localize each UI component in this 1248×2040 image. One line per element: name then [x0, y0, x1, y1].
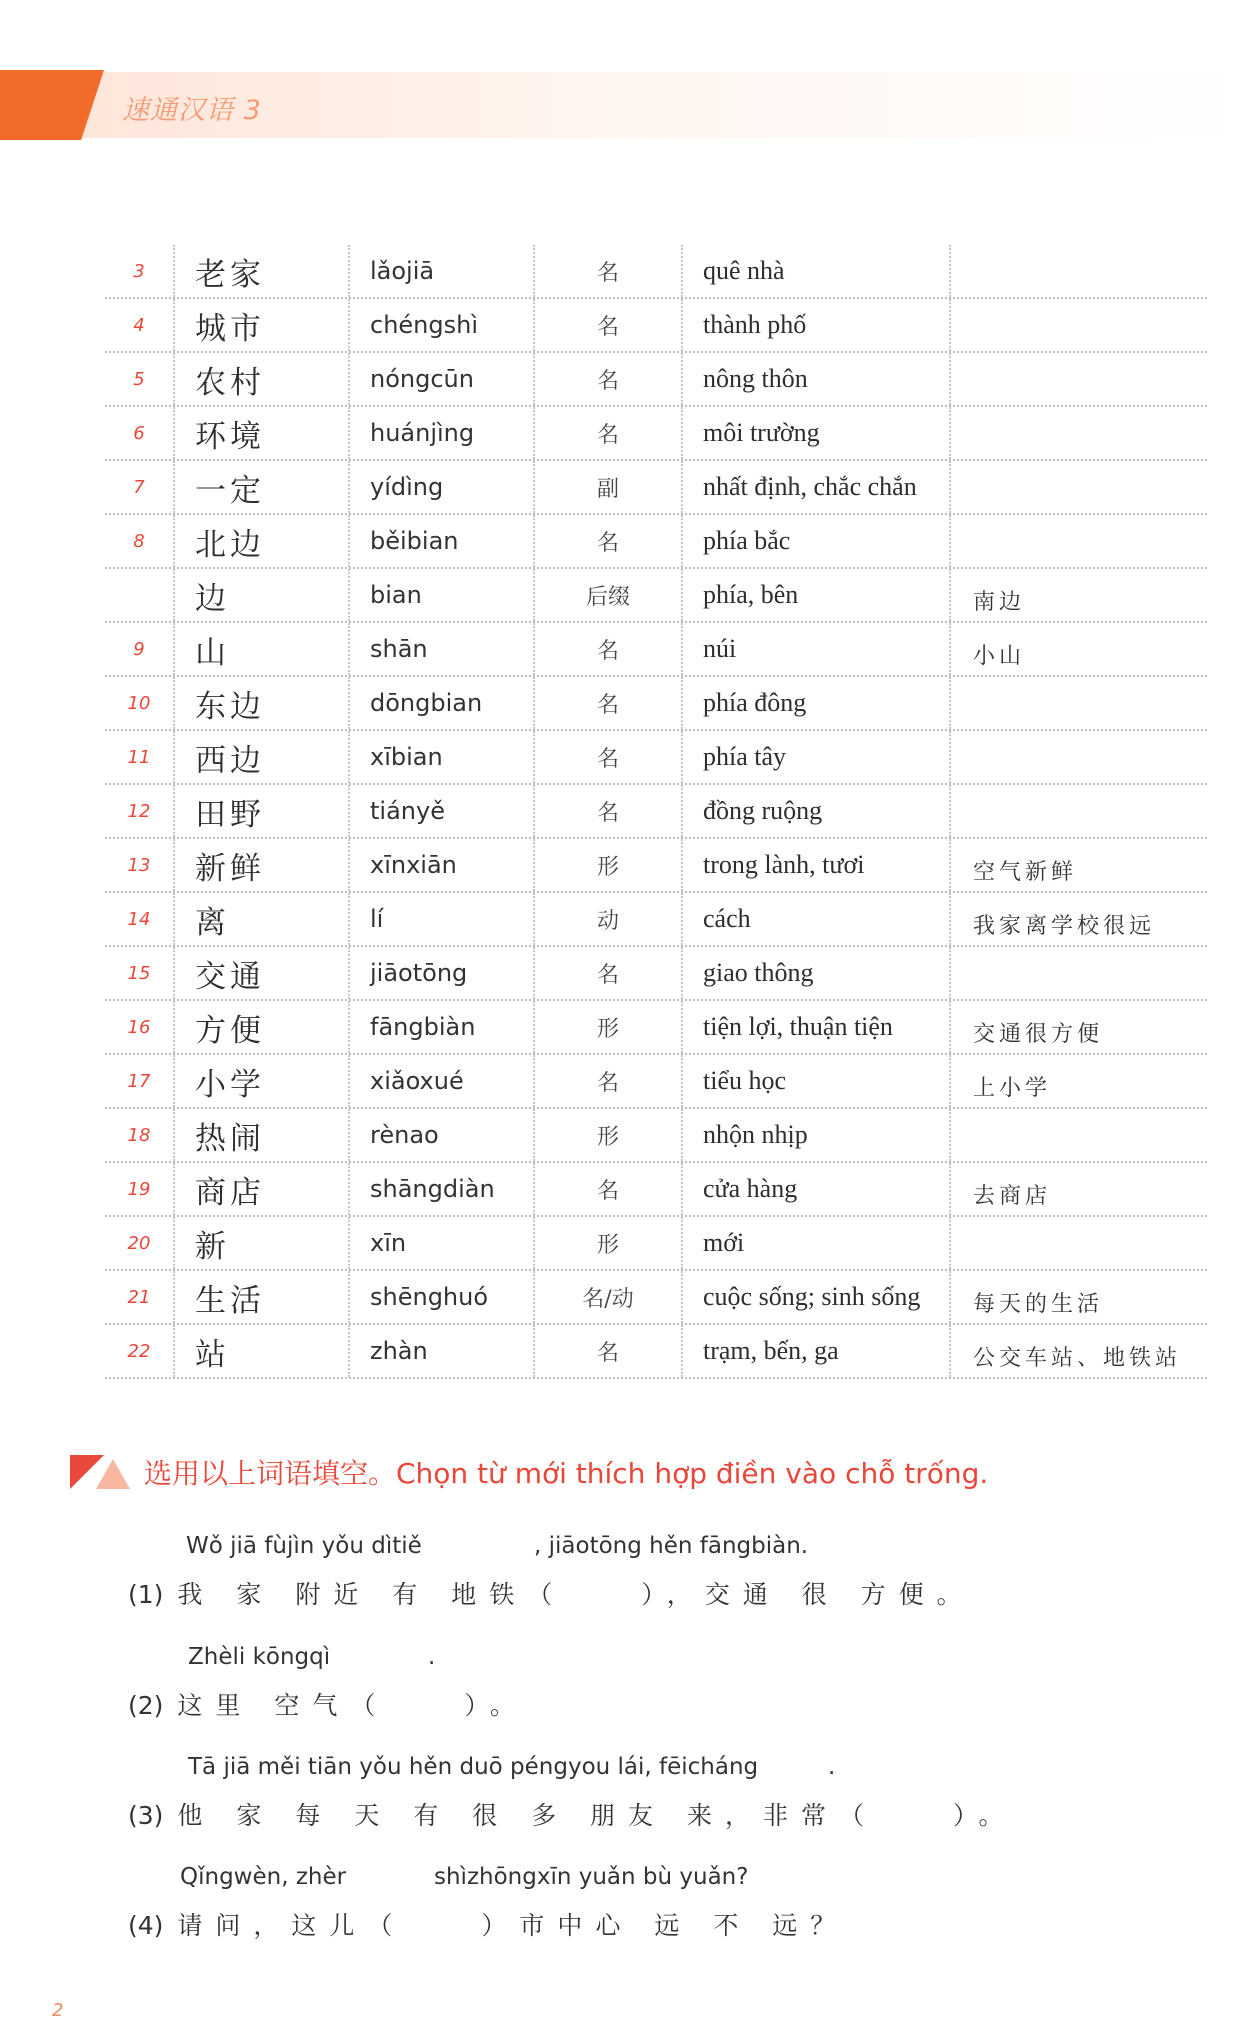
table-row — [105, 785, 1207, 839]
vocab-word: 新鲜 — [173, 839, 348, 891]
vocab-pinyin: shān — [348, 623, 533, 675]
vocab-word: 东边 — [173, 677, 348, 729]
vocab-word: 方便 — [173, 1001, 348, 1053]
vocab-pinyin: xīnxiān — [348, 839, 533, 891]
exercise-item — [128, 1864, 1168, 1964]
exercise-pinyin: Wǒ jiā fùjìn yǒu dìtiě — [186, 1533, 422, 1559]
table-row — [105, 677, 1207, 731]
vocab-meaning: trạm, bến, ga — [681, 1325, 949, 1377]
vocab-meaning: nông thôn — [681, 353, 949, 405]
vocab-number: 12 — [127, 800, 151, 822]
exercise-number: (1) — [128, 1580, 164, 1609]
table-row — [105, 623, 1207, 677]
vocab-example: 每天的生活 — [949, 1271, 1207, 1323]
vocab-word: 农村 — [173, 353, 348, 405]
vocab-number: 6 — [133, 422, 145, 444]
vocab-number: 9 — [133, 638, 145, 660]
vocab-meaning: phía bắc — [681, 515, 949, 567]
vocab-example: 我家离学校很远 — [949, 893, 1207, 945]
vocab-example — [949, 461, 1207, 513]
table-row — [105, 893, 1207, 947]
vocab-pinyin: yídìng — [348, 461, 533, 513]
vocab-meaning: cách — [681, 893, 949, 945]
table-row — [105, 1217, 1207, 1271]
vocab-example: 交通很方便 — [949, 1001, 1207, 1053]
vocab-part-of-speech: 名 — [533, 515, 681, 567]
table-row — [105, 1001, 1207, 1055]
vocab-part-of-speech: 名 — [533, 947, 681, 999]
vocab-number: 14 — [127, 908, 151, 930]
exercise-text: 请问，这儿（ ）市中心 远 不 远？ — [177, 1911, 849, 1940]
vocab-number: 18 — [127, 1124, 151, 1146]
vocab-meaning: cuộc sống; sinh sống — [681, 1271, 949, 1323]
vocab-meaning: phía, bên — [681, 569, 949, 621]
exercise-item — [128, 1533, 1168, 1633]
vocab-word: 新 — [173, 1217, 348, 1269]
vocab-example: 南边 — [949, 569, 1207, 621]
exercise-number: (3) — [128, 1801, 164, 1830]
vocab-meaning: cửa hàng — [681, 1163, 949, 1215]
vocab-number: 16 — [127, 1016, 151, 1038]
table-row — [105, 1271, 1207, 1325]
vocab-word: 小学 — [173, 1055, 348, 1107]
exercise-text: 他 家 每 天 有 很 多 朋友 来，非常（ ）。 — [177, 1801, 1017, 1830]
vocab-part-of-speech: 名 — [533, 731, 681, 783]
vocab-number: 22 — [127, 1340, 151, 1362]
vocab-example: 空气新鲜 — [949, 839, 1207, 891]
table-row — [105, 299, 1207, 353]
table-row — [105, 1325, 1207, 1379]
vocab-part-of-speech: 名 — [533, 623, 681, 675]
vocab-part-of-speech: 副 — [533, 461, 681, 513]
vocab-part-of-speech: 形 — [533, 1217, 681, 1269]
vocab-part-of-speech: 形 — [533, 839, 681, 891]
vocab-word: 商店 — [173, 1163, 348, 1215]
vocab-pinyin: lí — [348, 893, 533, 945]
vocab-pinyin: bian — [348, 569, 533, 621]
vocab-example — [949, 947, 1207, 999]
book-title: 速通汉语 3 — [122, 95, 262, 126]
vocab-word: 热闹 — [173, 1109, 348, 1161]
exercise-sentence — [128, 1686, 528, 1722]
vocab-pinyin: shāngdiàn — [348, 1163, 533, 1215]
vocabulary-table — [105, 245, 1207, 1379]
vocab-part-of-speech: 后缀 — [533, 569, 681, 621]
exercise-marker-icon — [70, 1455, 134, 1489]
exercise-title: 选用以上词语填空。Chọn từ mới thích hợp điền vào chỗ trống. — [144, 1457, 989, 1490]
vocab-meaning: núi — [681, 623, 949, 675]
vocab-example — [949, 353, 1207, 405]
exercise-sentence — [128, 1575, 975, 1611]
vocab-example — [949, 677, 1207, 729]
vocab-number: 5 — [133, 368, 145, 390]
exercise-text: 我 家 附近 有 地铁（ ），交通 很 方便。 — [177, 1580, 975, 1609]
vocab-pinyin: jiāotōng — [348, 947, 533, 999]
vocab-meaning: quê nhà — [681, 245, 949, 297]
vocab-part-of-speech: 名 — [533, 1163, 681, 1215]
vocab-example — [949, 299, 1207, 351]
vocab-pinyin: dōngbian — [348, 677, 533, 729]
vocab-part-of-speech: 名 — [533, 353, 681, 405]
exercise-pinyin: , jiāotōng hěn fāngbiàn. — [534, 1533, 809, 1559]
vocab-meaning: giao thông — [681, 947, 949, 999]
vocab-part-of-speech: 形 — [533, 1001, 681, 1053]
vocab-meaning: nhộn nhịp — [681, 1109, 949, 1161]
table-row — [105, 461, 1207, 515]
exercise-heading — [70, 1452, 988, 1492]
vocab-pinyin: rènao — [348, 1109, 533, 1161]
vocab-part-of-speech: 动 — [533, 893, 681, 945]
vocab-example: 小山 — [949, 623, 1207, 675]
exercise-sentence — [128, 1906, 848, 1942]
vocab-example: 上小学 — [949, 1055, 1207, 1107]
vocab-pinyin: zhàn — [348, 1325, 533, 1377]
exercise-number: (2) — [128, 1691, 164, 1720]
vocab-number: 11 — [127, 746, 151, 768]
vocab-example — [949, 245, 1207, 297]
exercise-number: (4) — [128, 1911, 164, 1940]
vocab-pinyin: běibian — [348, 515, 533, 567]
vocab-part-of-speech: 名/动 — [533, 1271, 681, 1323]
vocab-part-of-speech: 名 — [533, 1055, 681, 1107]
vocab-word: 站 — [173, 1325, 348, 1377]
table-row — [105, 1109, 1207, 1163]
vocab-word: 边 — [173, 569, 348, 621]
vocab-word: 田野 — [173, 785, 348, 837]
vocab-word: 交通 — [173, 947, 348, 999]
vocab-part-of-speech: 名 — [533, 677, 681, 729]
exercise-pinyin: . — [428, 1644, 436, 1670]
vocab-number — [105, 569, 173, 621]
vocab-number: 13 — [127, 854, 151, 876]
vocab-number: 7 — [133, 476, 145, 498]
vocab-meaning: nhất định, chắc chắn — [681, 461, 949, 513]
exercise-pinyin: Tā jiā měi tiān yǒu hěn duō péngyou lái, fēicháng — [188, 1754, 759, 1780]
vocab-part-of-speech: 名 — [533, 407, 681, 459]
vocab-meaning: tiện lợi, thuận tiện — [681, 1001, 949, 1053]
vocab-part-of-speech: 名 — [533, 299, 681, 351]
exercise-pinyin: Qǐngwèn, zhèr — [180, 1864, 347, 1890]
vocab-word: 离 — [173, 893, 348, 945]
vocab-pinyin: nóngcūn — [348, 353, 533, 405]
vocab-number: 21 — [127, 1286, 151, 1308]
vocab-example — [949, 785, 1207, 837]
exercise-item — [128, 1644, 1168, 1744]
vocab-pinyin: huánjìng — [348, 407, 533, 459]
vocab-part-of-speech: 名 — [533, 785, 681, 837]
vocab-pinyin: chéngshì — [348, 299, 533, 351]
vocab-example — [949, 1109, 1207, 1161]
table-row — [105, 353, 1207, 407]
vocab-word: 环境 — [173, 407, 348, 459]
vocab-number: 4 — [133, 314, 145, 336]
vocab-number: 20 — [127, 1232, 151, 1254]
exercise-pinyin: Zhèli kōngqì — [188, 1644, 331, 1670]
table-row — [105, 947, 1207, 1001]
vocab-part-of-speech: 形 — [533, 1109, 681, 1161]
vocab-pinyin: xīn — [348, 1217, 533, 1269]
vocab-word: 城市 — [173, 299, 348, 351]
vocab-example — [949, 407, 1207, 459]
vocab-word: 山 — [173, 623, 348, 675]
vocab-meaning: phía tây — [681, 731, 949, 783]
vocab-meaning: thành phố — [681, 299, 949, 351]
vocab-number: 3 — [133, 260, 145, 282]
vocab-meaning: môi trường — [681, 407, 949, 459]
table-row — [105, 407, 1207, 461]
vocab-example — [949, 1217, 1207, 1269]
exercise-pinyin: . — [828, 1754, 836, 1780]
vocab-part-of-speech: 名 — [533, 1325, 681, 1377]
table-row — [105, 731, 1207, 785]
table-row — [105, 839, 1207, 893]
vocab-word: 北边 — [173, 515, 348, 567]
vocab-meaning: đồng ruộng — [681, 785, 949, 837]
vocab-part-of-speech: 名 — [533, 245, 681, 297]
exercise-sentence — [128, 1796, 1017, 1832]
vocab-pinyin: lǎojiā — [348, 245, 533, 297]
exercise-text: 这里 空气（ ）。 — [177, 1691, 528, 1720]
vocab-meaning: mới — [681, 1217, 949, 1269]
vocab-pinyin: tiányě — [348, 785, 533, 837]
vocab-example: 去商店 — [949, 1163, 1207, 1215]
vocab-number: 10 — [127, 692, 151, 714]
table-row — [105, 569, 1207, 623]
vocab-pinyin: xībian — [348, 731, 533, 783]
page-header — [0, 70, 1248, 140]
vocab-number: 8 — [133, 530, 145, 552]
vocab-word: 一定 — [173, 461, 348, 513]
vocab-example — [949, 515, 1207, 567]
vocab-example — [949, 731, 1207, 783]
exercise-pinyin: shìzhōngxīn yuǎn bù yuǎn? — [434, 1864, 749, 1890]
vocab-meaning: tiểu học — [681, 1055, 949, 1107]
exercise-item — [128, 1754, 1168, 1854]
vocab-number: 17 — [127, 1070, 151, 1092]
vocab-pinyin: fāngbiàn — [348, 1001, 533, 1053]
vocab-word: 老家 — [173, 245, 348, 297]
table-row — [105, 1163, 1207, 1217]
vocab-number: 19 — [127, 1178, 151, 1200]
vocab-word: 西边 — [173, 731, 348, 783]
vocab-meaning: phía đông — [681, 677, 949, 729]
vocab-word: 生活 — [173, 1271, 348, 1323]
table-row — [105, 515, 1207, 569]
vocab-number: 15 — [127, 962, 151, 984]
vocab-pinyin: xiǎoxué — [348, 1055, 533, 1107]
vocab-meaning: trong lành, tươi — [681, 839, 949, 891]
page-number: 2 — [52, 2000, 64, 2021]
vocab-example: 公交车站、地铁站 — [949, 1325, 1207, 1377]
table-row — [105, 1055, 1207, 1109]
table-row — [105, 245, 1207, 299]
vocab-pinyin: shēnghuó — [348, 1271, 533, 1323]
